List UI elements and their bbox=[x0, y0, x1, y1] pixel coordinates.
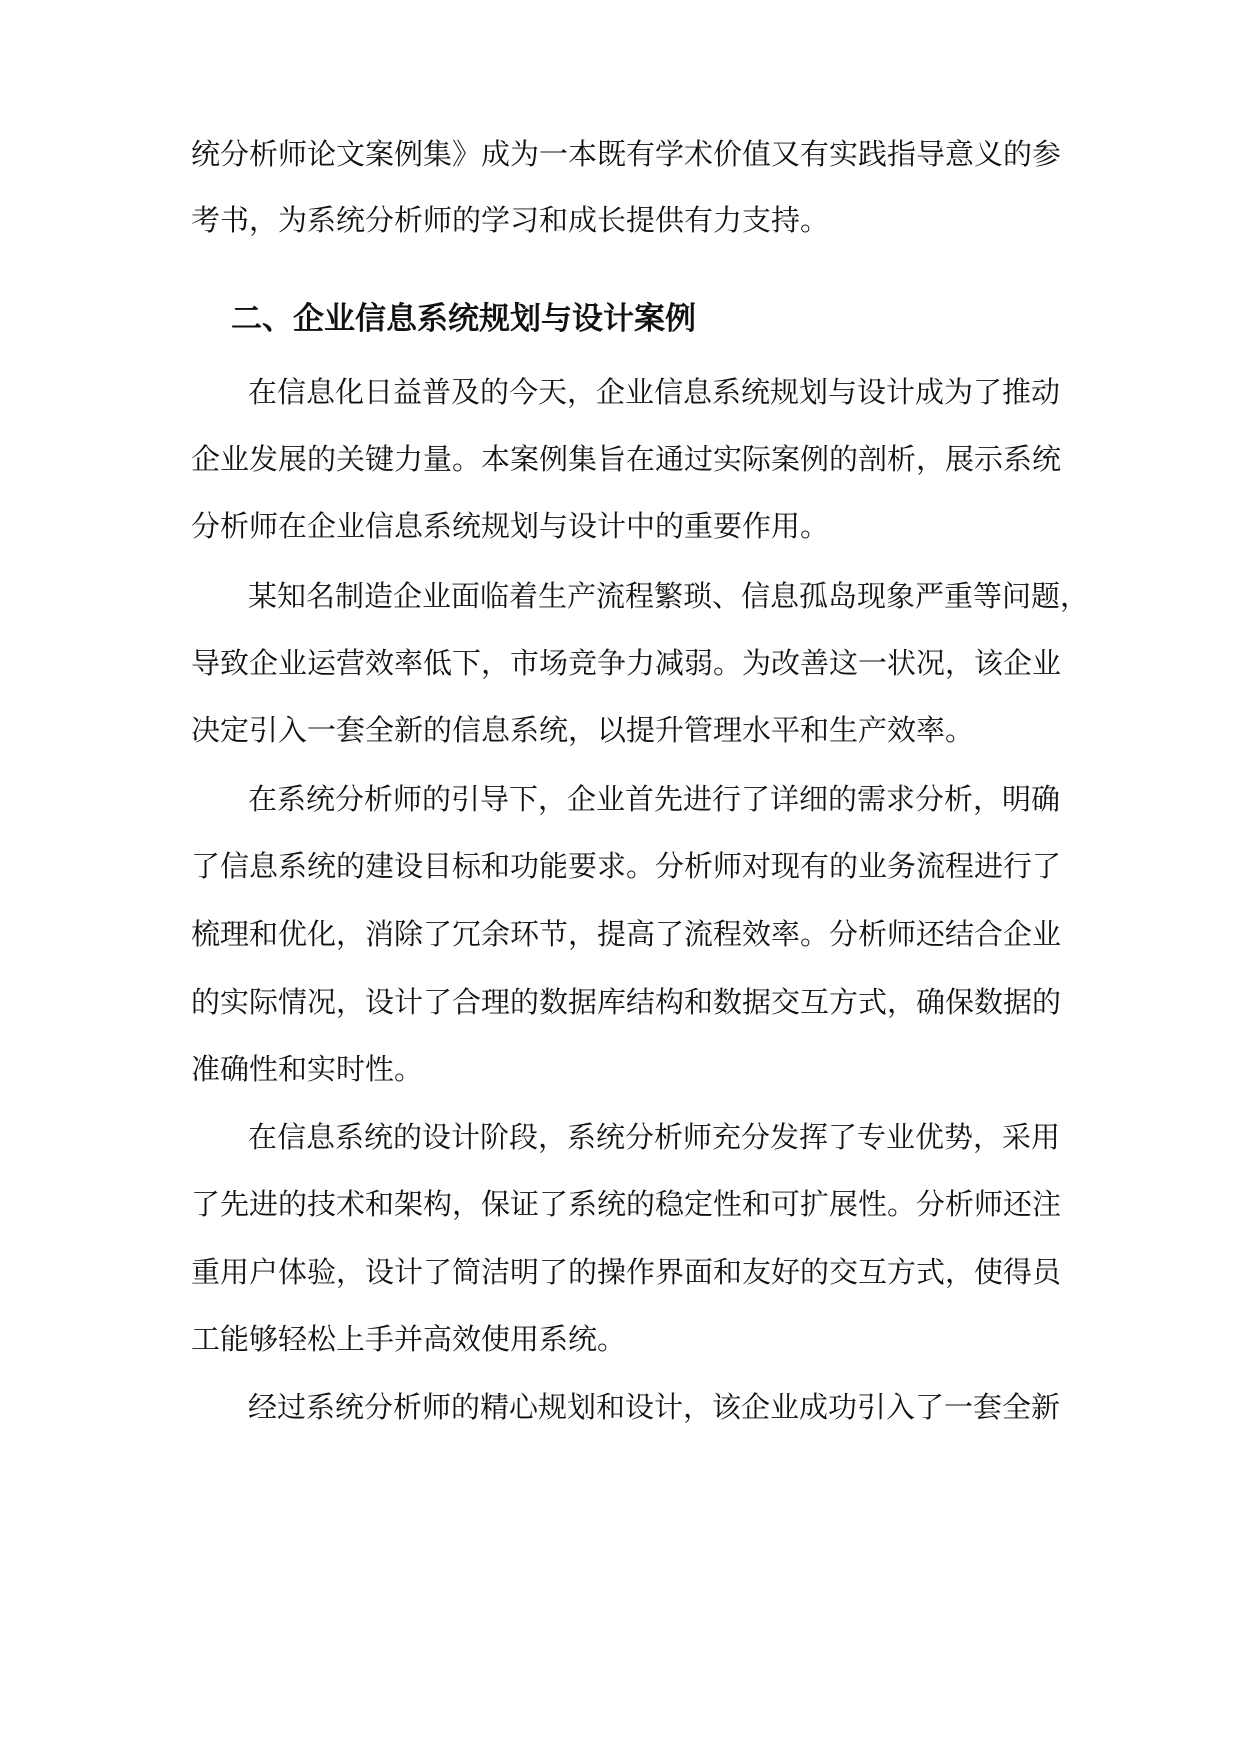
text-line: 决定引入一套全新的信息系统，以提升管理水平和生产效率。 bbox=[191, 713, 975, 747]
text-line: 重用户体验，设计了简洁明了的操作界面和友好的交互方式，使得员 bbox=[191, 1255, 1062, 1289]
text-line: 的实际情况，设计了合理的数据库结构和数据交互方式，确保数据的 bbox=[191, 985, 1062, 1019]
text-line: 经过系统分析师的精心规划和设计，该企业成功引入了一套全新 bbox=[248, 1390, 1061, 1424]
text-line: 在信息系统的设计阶段，系统分析师充分发挥了专业优势，采用 bbox=[248, 1120, 1061, 1154]
text-line: 统分析师论文案例集》成为一本既有学术价值又有实践指导意义的参 bbox=[191, 137, 1062, 171]
text-line: 在信息化日益普及的今天，企业信息系统规划与设计成为了推动 bbox=[248, 375, 1061, 409]
text-line: 工能够轻松上手并高效使用系统。 bbox=[191, 1322, 627, 1356]
text-line: 梳理和优化，消除了冗余环节，提高了流程效率。分析师还结合企业 bbox=[191, 917, 1062, 951]
text-line: 了先进的技术和架构，保证了系统的稳定性和可扩展性。分析师还注 bbox=[191, 1187, 1062, 1221]
text-line: 企业发展的关键力量。本案例集旨在通过实际案例的剖析，展示系统 bbox=[191, 442, 1062, 476]
text-line: 分析师在企业信息系统规划与设计中的重要作用。 bbox=[191, 509, 830, 543]
text-line: 导致企业运营效率低下，市场竞争力减弱。为改善这一状况，该企业 bbox=[191, 646, 1062, 680]
text-line: 在系统分析师的引导下，企业首先进行了详细的需求分析，明确 bbox=[248, 782, 1061, 816]
text-line: 某知名制造企业面临着生产流程繁琐、信息孤岛现象严重等问题， bbox=[248, 579, 1090, 613]
text-line: 准确性和实时性。 bbox=[191, 1052, 424, 1086]
text-line: 考书，为系统分析师的学习和成长提供有力支持。 bbox=[191, 203, 830, 237]
text-line: 了信息系统的建设目标和功能要求。分析师对现有的业务流程进行了 bbox=[191, 849, 1062, 883]
section-heading: 二、企业信息系统规划与设计案例 bbox=[231, 301, 696, 337]
